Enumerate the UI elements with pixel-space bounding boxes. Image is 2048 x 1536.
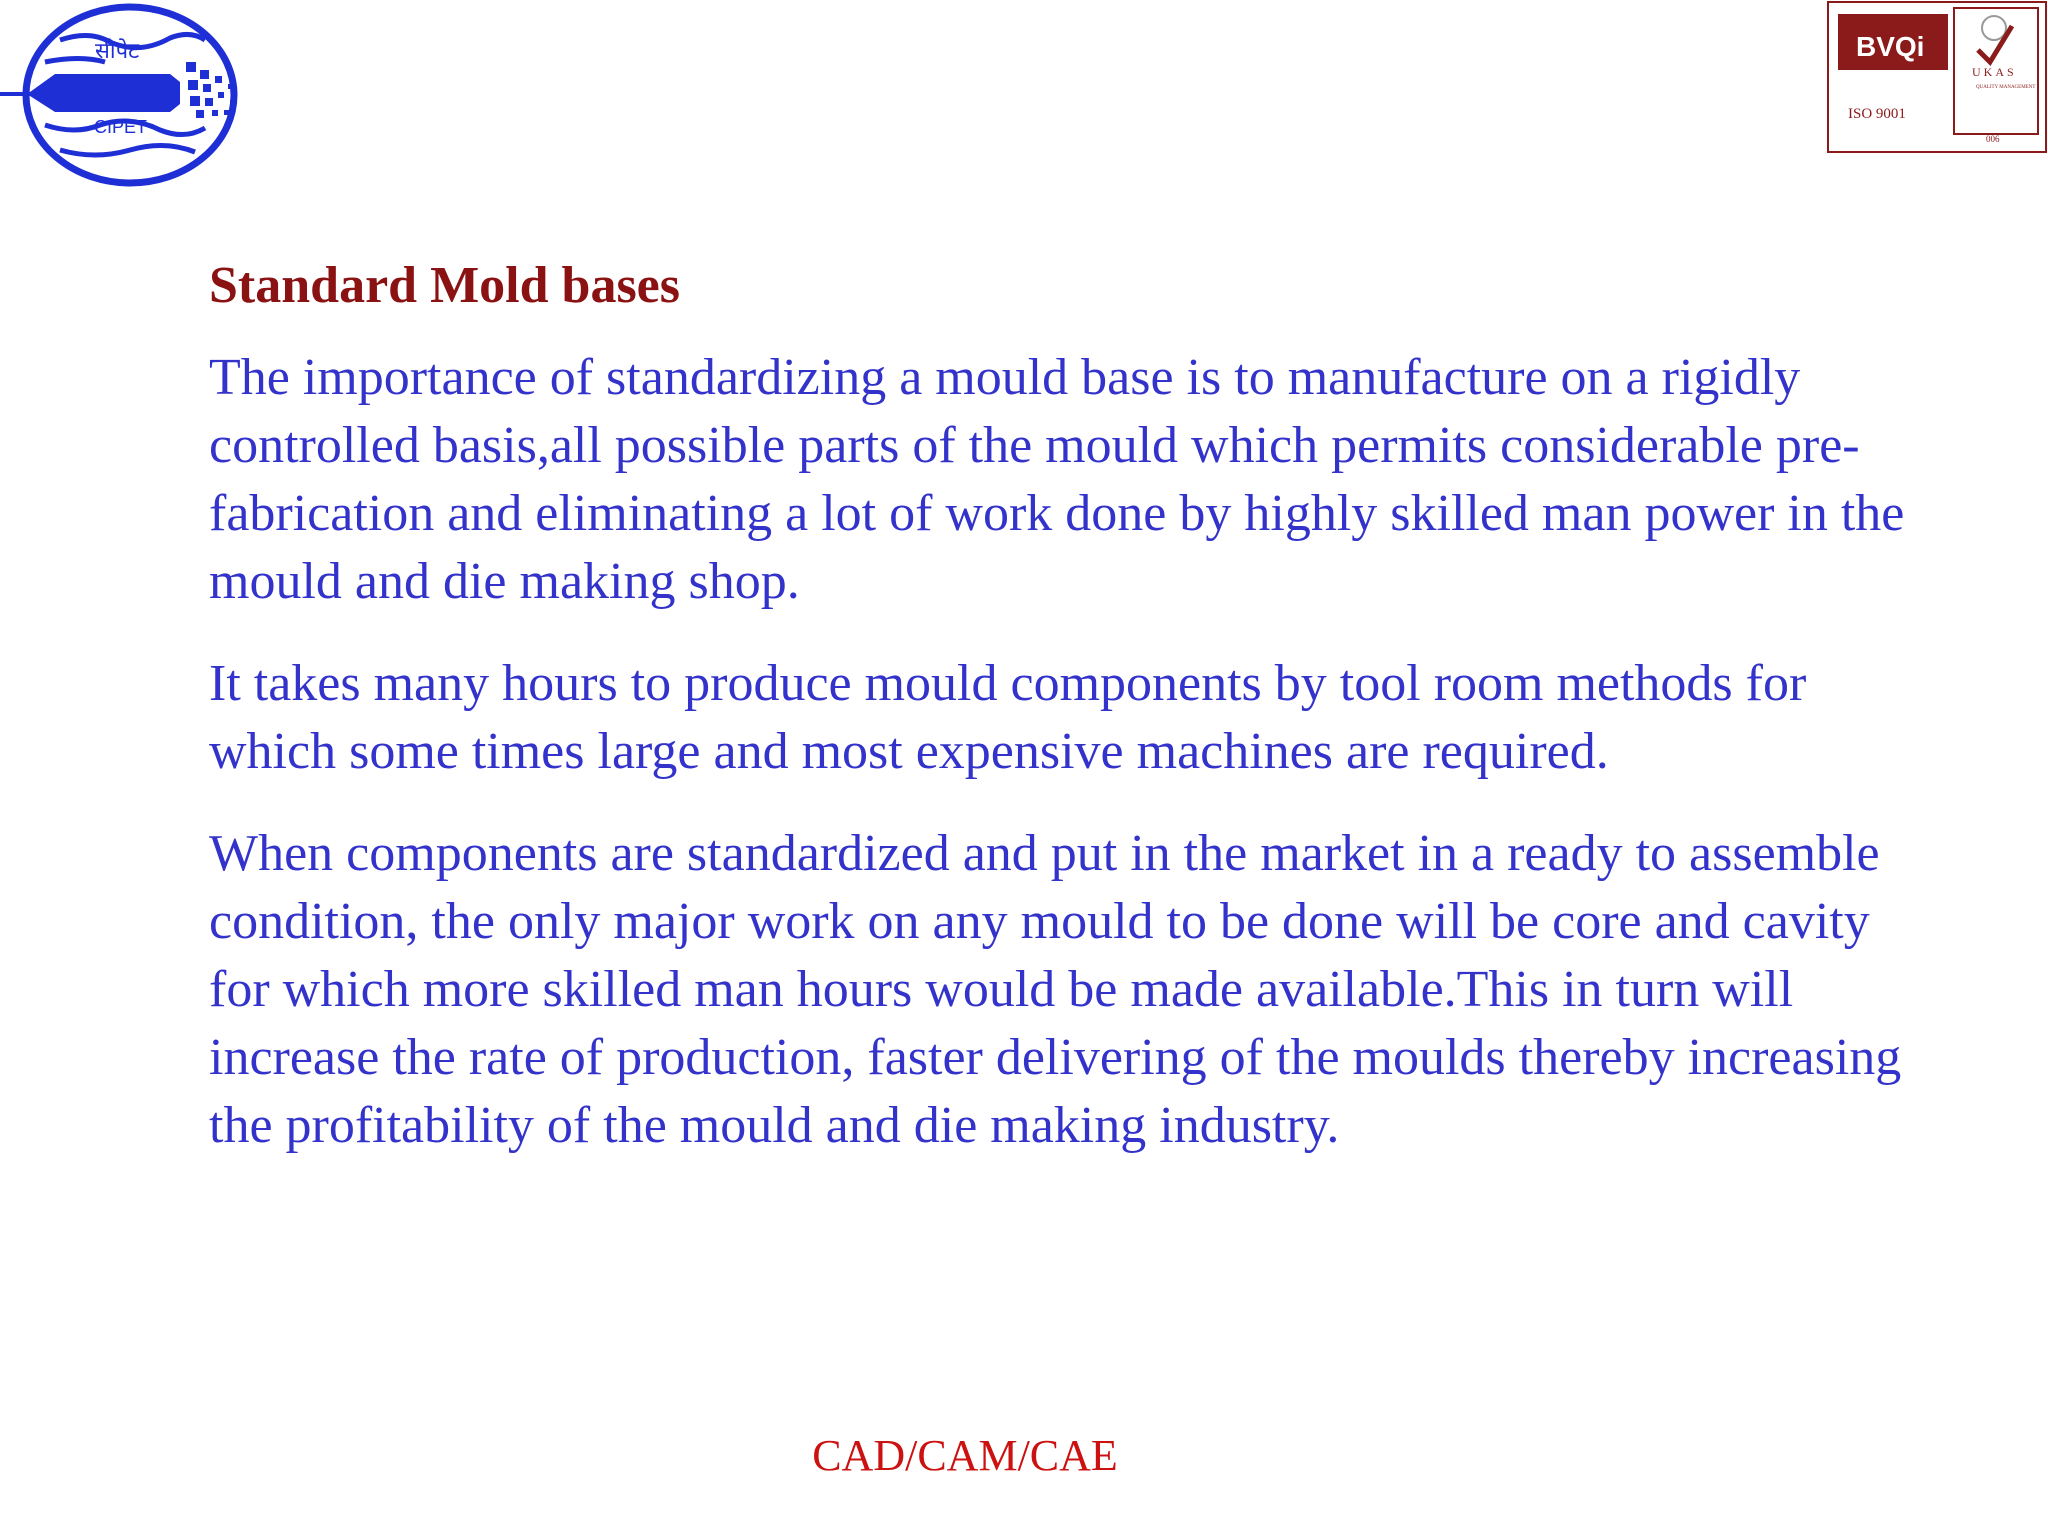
ukas-number: 006 <box>1986 134 2000 144</box>
bvqi-text: BVQi <box>1856 31 1925 62</box>
slide-heading: Standard Mold bases <box>209 257 680 314</box>
paragraph-2: It takes many hours to produce mould components by tool room methods for which some times large and most expensive machines are required. <box>209 655 1807 780</box>
paragraph-1: The importance of standardizing a mould base is to manufacture on a rigidly controlled basis,all possible parts of the mould which permits considerable pre-fabrication and eliminating a lot of work done by highly skilled man power in the mould and die making shop. <box>209 349 1905 610</box>
cipet-text: CIPET <box>94 117 148 137</box>
cipet-hindi-text: सीपेट <box>95 39 140 64</box>
paragraph-3: When components are standardized and put in the market in a ready to assemble condition, the only major work on any mould to be done will be core and cavity for which more skilled man hours would be made available.This in turn will increase the rate of production, faster delivering of the moulds thereby increasing the profitability of the mould and die making industry. <box>209 825 1902 1154</box>
slide-footer: CAD/CAM/CAE <box>812 1431 1118 1480</box>
slide-content <box>209 252 1929 1194</box>
bvqi-ukas-certification-badge <box>1826 0 2048 156</box>
cipet-logo <box>0 0 260 200</box>
ukas-sub-text: QUALITY MANAGEMENT <box>1976 85 2036 90</box>
ukas-text: UKAS <box>1972 65 2017 79</box>
iso-text: ISO 9001 <box>1848 106 1906 122</box>
